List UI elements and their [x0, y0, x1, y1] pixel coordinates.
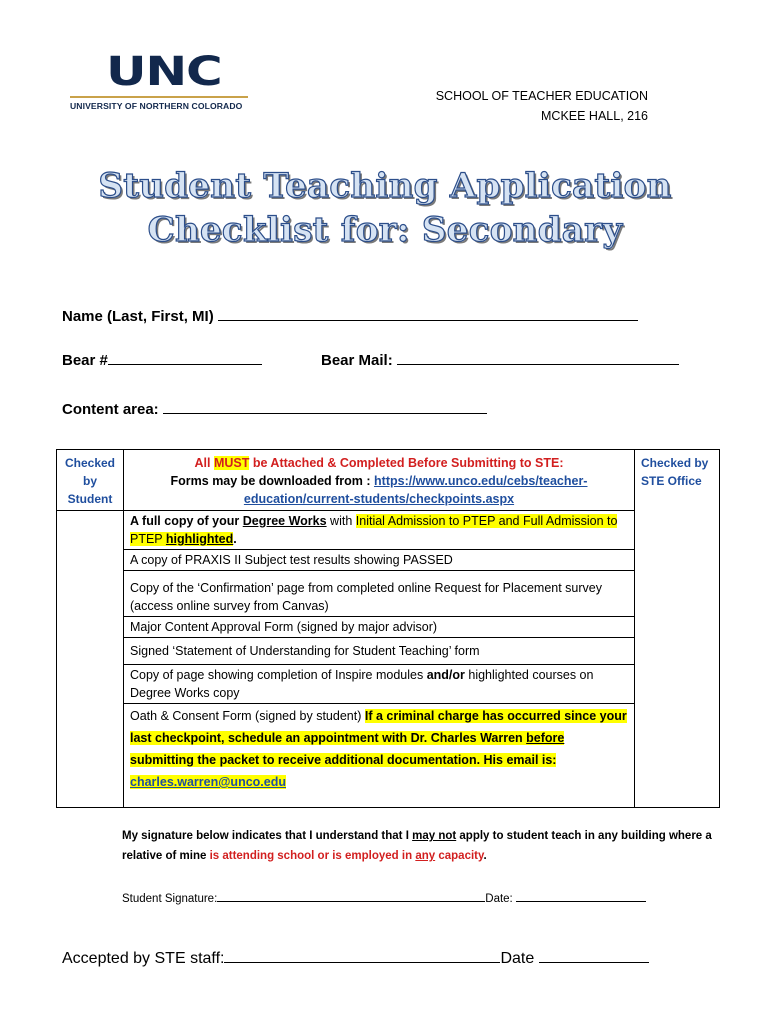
name-line[interactable]: [218, 306, 638, 321]
table-header-row: [57, 450, 720, 511]
list-item-major-approval: Major Content Approval Form (signed by major advisor): [124, 617, 635, 638]
name-label: Name (Last, First, MI): [62, 308, 214, 325]
list-item-praxis: A copy of PRAXIS II Subject test results showing PASSED: [124, 550, 635, 571]
bear-mail-field[interactable]: [321, 350, 679, 369]
table-row: [57, 550, 720, 571]
checklist-table: [56, 449, 720, 808]
signature-notice: My signature below indicates that I understand that I may not apply to student teach in any building where a relative of mine is attending school or is employed in any capacity.: [122, 830, 712, 862]
document-title: [0, 164, 770, 252]
name-field[interactable]: [62, 306, 638, 325]
bear-mail-label: Bear Mail:: [321, 352, 393, 369]
school-hall: MCKEE HALL, 216: [541, 109, 648, 123]
table-row: [57, 665, 720, 704]
must-attach-notice: All MUST be Attached & Completed Before Submitting to STE:: [194, 456, 564, 470]
bear-number-line[interactable]: [108, 350, 262, 365]
accepted-date-line[interactable]: [539, 946, 649, 963]
forms-download-notice: Forms may be downloaded from : https://www.unco.edu/cebs/teacher-: [170, 474, 588, 488]
bear-number-field[interactable]: [62, 350, 262, 369]
accepted-line[interactable]: [224, 946, 500, 963]
content-area-field[interactable]: [62, 399, 487, 418]
list-item-statement: Signed ‘Statement of Understanding for Student Teaching’ form: [124, 638, 635, 665]
content-area-label: Content area:: [62, 401, 159, 418]
list-item-inspire: Copy of page showing completion of Inspire modules and/or highlighted courses on Degree Works copy: [124, 665, 635, 704]
student-signature-line[interactable]: [217, 890, 485, 902]
checked-by-ste-header: Checked by STE Office: [635, 450, 720, 808]
accepted-date-label: Date: [500, 950, 535, 967]
forms-link[interactable]: https://www.unco.edu/cebs/teacher-: [374, 474, 588, 488]
school-header: [436, 86, 648, 126]
content-area-line[interactable]: [163, 399, 487, 414]
school-name: SCHOOL OF TEACHER EDUCATION: [435, 89, 648, 103]
email-link[interactable]: charles.warren@unco.edu: [130, 775, 286, 789]
list-item-degree-works: A full copy of your Degree Works with Initial Admission to PTEP and Full Admission to PTEP highlighted.: [124, 511, 635, 550]
logo-rule: [70, 96, 248, 98]
accepted-by-staff-field[interactable]: [62, 946, 649, 968]
signature-date-line[interactable]: [516, 890, 646, 902]
list-item-oath-consent: Oath & Consent Form (signed by student) If a criminal charge has occurred since your last checkpoint, schedule an appointment with Dr. Charles Warren before submitting the packet to receive additional documentation. His email is: charles.warren@unco.edu: [124, 704, 635, 808]
table-row: [57, 571, 720, 617]
title-line-2: Checklist for: Secondary: [147, 210, 623, 250]
table-row: [57, 704, 720, 808]
student-signature-field[interactable]: [122, 890, 646, 905]
signature-date-label: Date:: [485, 893, 513, 905]
unc-logo: [70, 49, 250, 112]
bear-mail-line[interactable]: [397, 350, 679, 365]
accepted-label: Accepted by STE staff:: [62, 950, 225, 967]
requirements-header: [124, 450, 635, 511]
logo-subtitle: UNIVERSITY OF NORTHERN COLORADO: [70, 101, 243, 111]
table-row: [57, 617, 720, 638]
student-signature-label: Student Signature:: [122, 893, 218, 905]
title-line-1: Student Teaching Application: [98, 166, 672, 206]
student-check-cell[interactable]: [57, 511, 124, 808]
forms-link-cont[interactable]: education/current-students/checkpoints.aspx: [243, 492, 515, 506]
checked-by-student-header: Checked by Student: [57, 450, 124, 511]
table-row: [57, 638, 720, 665]
list-item-confirmation: Copy of the ‘Confirmation’ page from completed online Request for Placement survey (access online survey from Canvas): [124, 571, 635, 617]
logo-mark: UNC: [106, 49, 222, 95]
bear-number-label: Bear #: [62, 352, 108, 369]
table-row: [57, 511, 720, 550]
